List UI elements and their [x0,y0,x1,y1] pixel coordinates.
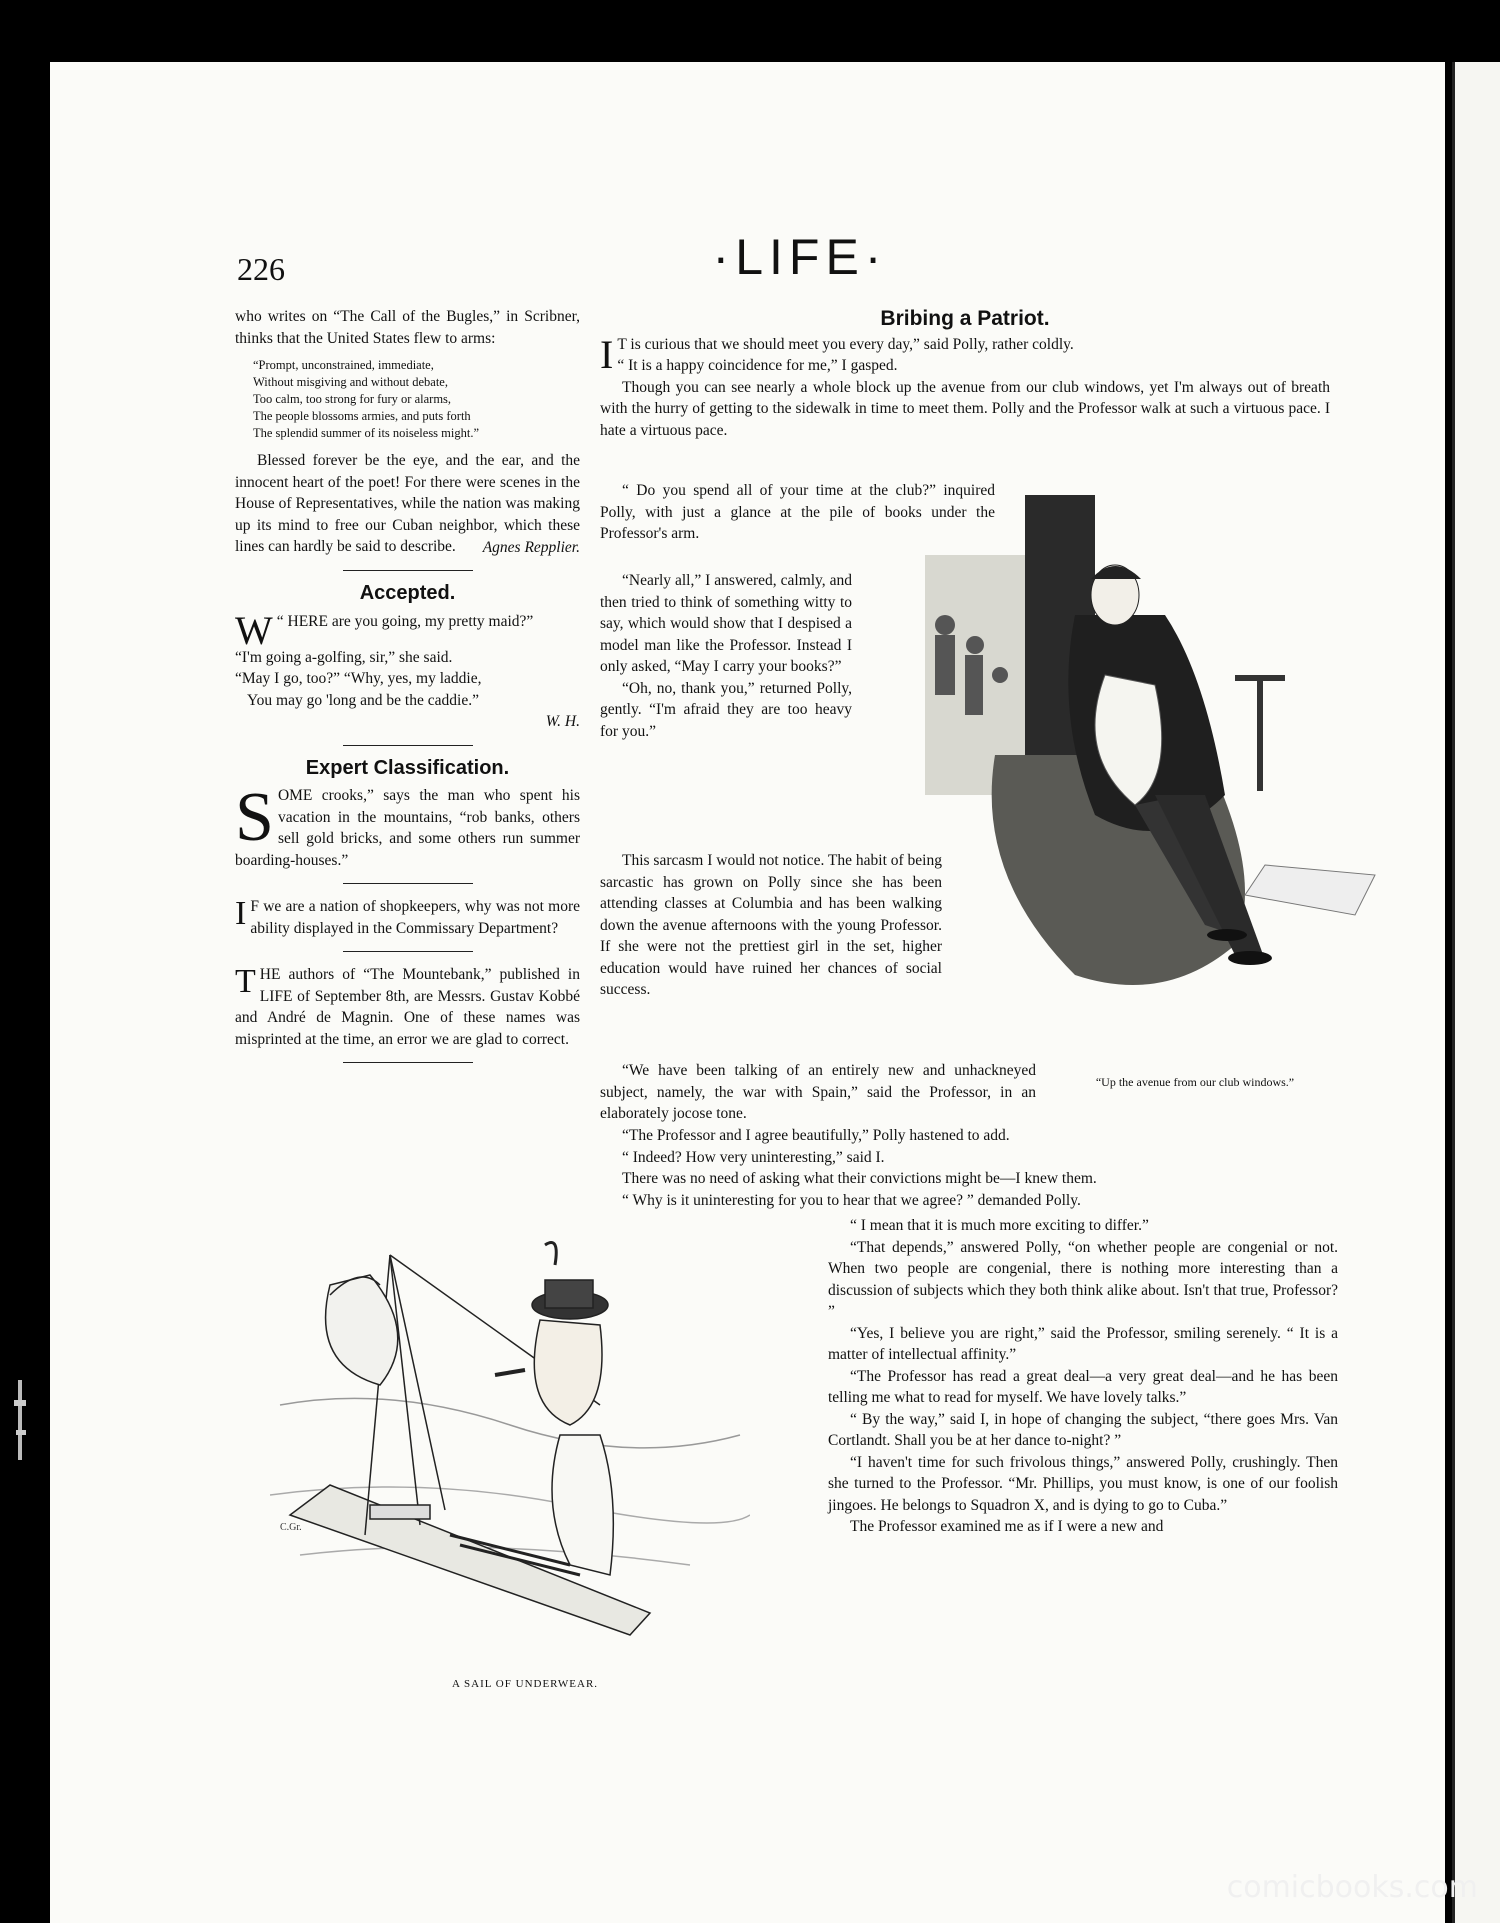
drop-cap: I [600,331,614,377]
accepted-line: “May I go, too?” “Why, yes, my laddie, [235,670,482,687]
story-paragraph: “We have been talking of an entirely new and unhackneyed subject, namely, the war with Spain,” said the Professor, in an elaborately jocose tone. [600,1062,1036,1122]
story-narrow-3 [600,850,942,1001]
story-paragraph: “Yes, I believe you are right,” said the Professor, smiling serenely. “ It is a matter of intellectual affinity.” [828,1324,1338,1363]
expert-heading: Expert Classification. [305,756,510,779]
story-narrow-2 [600,570,852,742]
page-number: 226 [237,251,285,287]
poem [253,357,580,442]
story-paragraph: “The Professor has read a great deal—a very great deal—and he has been telling me what to read for myself. We have lovely talks.” [828,1367,1338,1406]
binding-marks [14,1380,28,1460]
accepted-line: You may go 'long and be the caddie.” [247,691,479,709]
poem-line: Too calm, too strong for fury or alarms, [253,392,452,406]
accepted-line: “I'm going a-golfing, sir,” she said. [235,648,453,666]
mountebank-paragraph: THE authors of “The Mountebank,” published in LIFE of September 8th, are Messrs. Gustav Kobbé and André de Magnin. One of these names was misprinted at the time, an error we are glad to correct. [235,963,580,1048]
drop-cap: T [235,963,256,1000]
divider [343,745,473,746]
story-paragraph: “ Why is it uninteresting for you to hear that we agree? ” demanded Polly. [622,1191,1081,1209]
drop-cap: S [235,779,274,856]
story-paragraph: There was no need of asking what their convictions might be—I knew them. [622,1170,1097,1187]
poem-line: Without misgiving and without debate, [253,375,448,389]
story-bottom [828,1215,1338,1538]
story-heading: Bribing a Patriot. [880,307,1050,330]
adjacent-page-edge [1452,62,1500,1923]
accepted-heading: Accepted. [359,582,456,604]
divider [343,951,473,952]
drop-cap: W [235,607,273,653]
divider [343,883,473,884]
left-column [235,306,580,1075]
masthead-title: ·LIFE· [712,229,888,285]
divider [343,570,473,571]
story-paragraph: “ Indeed? How very uninteresting,” said I. [622,1148,885,1166]
intro-text: who writes on “The Call of the Bugles,” in Scribner, thinks that the United States flew to arms: [235,308,580,347]
story-paragraph: “ It is a happy coincidence for me,” I gasped. [617,357,898,374]
accepted-line: “ HERE are you going, my pretty maid?” [276,612,534,630]
blessed-paragraph: Blessed forever be the eye, and the ear, and the innocent heart of the poet! For there were scenes in the House of Representatives, while the nation was making up its mind to free our Cuban neighbor, which these lines can hardly be said to describe. [235,452,580,555]
sail-cartoon [270,1235,750,1650]
story-paragraph: “That depends,” answered Polly, “on whether people are congenial or not. When two people are congenial, there is nothing more interesting than a discussion of subjects which they both think alike about. Isn't that true, Professor? ” [828,1238,1338,1320]
watermark: comicbooks.com [1226,1870,1478,1905]
shopkeepers-paragraph: I F we are a nation of shopkeepers, why was not more ability displayed in the Commissary Department? [235,895,580,937]
story-narrow-1 [600,480,995,545]
poem-line: “Prompt, unconstrained, immediate, [253,358,434,372]
accepted-poem [235,607,580,733]
cartoon-signature: C.Gr. [280,1522,302,1533]
story-paragraph: Though you can see nearly a whole block up the avenue from our club windows, yet I'm always out of breath with the hurry of getting to the sidewalk in time to meet them. Polly and the Professor walk at such a virtuous pace. I hate a virtuous pace. [600,378,1330,439]
accepted-byline: W. H. [545,713,580,730]
story-paragraph: This sarcasm I would not notice. The habit of being sarcastic has grown on Polly since she has been attending classes at Columbia and has been walking down the avenue afternoons with the young Professor. If she were not the prettiest girl in the set, higher education would have ruined her chances of social success. [600,852,942,998]
story-paragraph: “The Professor and I agree beautifully,” Polly hastened to add. [622,1127,1010,1144]
story-paragraph: “ I mean that it is much more exciting to differ.” [850,1217,1149,1234]
story-paragraph: “ Do you spend all of your time at the club?” inquired Polly, with just a glance at the pile of books under the Professor's arm. [600,482,995,542]
repplier-byline: Agnes Repplier. [482,538,580,556]
divider [343,1062,473,1063]
story-paragraph: I T is curious that we should meet you every day,” said Polly, rather coldly. [600,331,1074,377]
story-middle [600,1125,1330,1211]
illustration-caption: “Up the avenue from our club windows.” [1095,1075,1295,1089]
cartoon-caption: A SAIL OF UNDERWEAR. [451,1678,599,1690]
poem-line: The people blossoms armies, and puts forth [253,409,471,423]
story-top [600,308,1330,441]
club-window-illustration [905,495,1395,1025]
story-paragraph: “Nearly all,” I answered, calmly, and then tried to think of something witty to say, which would show that I despised a model man like the Professor. Instead I only asked, “May I carry your books?” [600,572,852,675]
expert-paragraph: SOME crooks,” says the man who spent his vacation in the mountains, “rob banks, others sell gold bricks, and some others run summer boarding-houses.” [235,779,580,869]
drop-cap: I [235,895,247,932]
story-paragraph: “Oh, no, thank you,” returned Polly, gently. “I'm afraid they are too heavy for you.” [600,679,852,740]
poem-line: The splendid summer of its noiseless might.” [253,426,480,440]
story-paragraph: “I haven't time for such frivolous things,” answered Polly, crushingly. Then she turned to the Professor. “Mr. Phillips, you must know, is one of our foolish jingoes. He belongs to Squadron X, and is dying to go to Cuba.” [828,1453,1338,1514]
story-paragraph: “ By the way,” said I, in hope of changing the subject, “there goes Mrs. Van Cortlandt. Shall you be at her dance to-night? ” [828,1410,1338,1449]
story-paragraph: The Professor examined me as if I were a new and [850,1518,1164,1535]
story-narrow-4 [600,1060,1036,1125]
